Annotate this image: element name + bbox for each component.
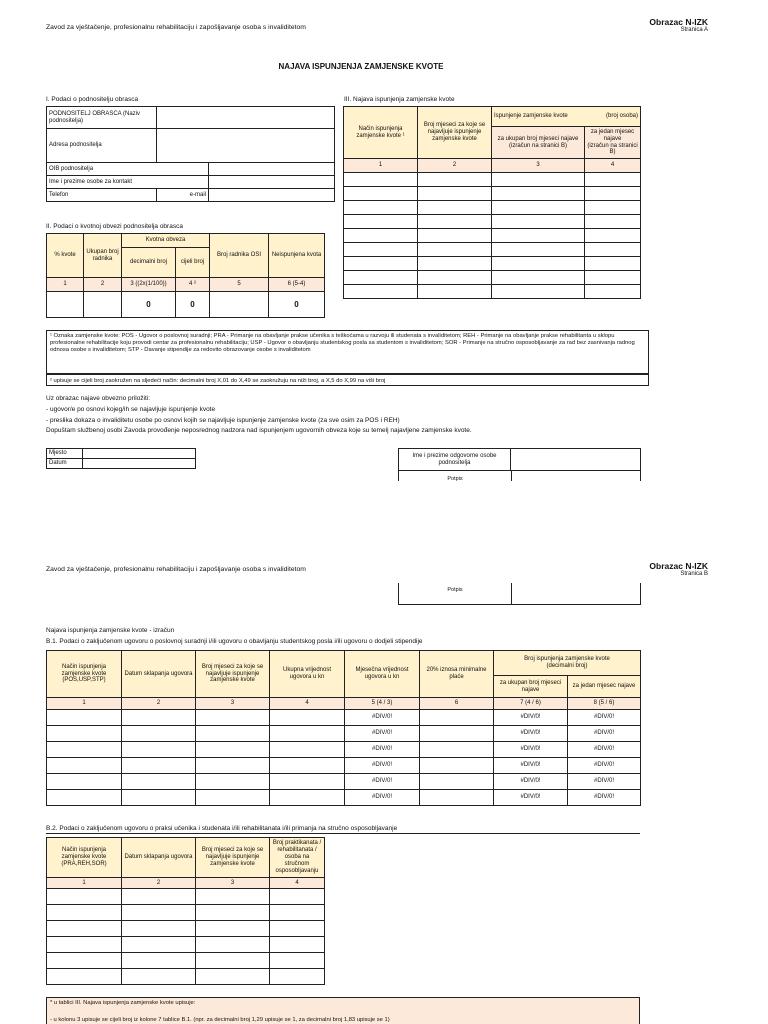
b1-title: B.1. Podaci o zaključenom ugovoru o poslovnoj suradnji i/ili ugovoru o obavljanju studentskog posla i/ili ugovoru o dodjeli stipendije <box>46 638 423 645</box>
b1-n5: 5 (4 / 3) <box>345 698 420 710</box>
err-cell: #DIV/0! <box>568 790 641 806</box>
row-cell[interactable] <box>418 271 492 285</box>
b2-n3: 3 <box>196 878 270 889</box>
osi-field[interactable] <box>210 292 269 318</box>
n3: 3 ((2x(1/100)) <box>122 278 176 292</box>
cell[interactable] <box>47 937 122 953</box>
row-cell[interactable] <box>418 173 492 187</box>
cell[interactable] <box>196 710 270 726</box>
b1-h5: Mjesečna vrijednost ugovora u kn <box>345 651 420 698</box>
cell[interactable] <box>47 953 122 969</box>
form-code: Obrazac N-IZK <box>649 17 708 27</box>
row-cell[interactable] <box>492 215 585 229</box>
table-row <box>47 710 641 726</box>
err-cell: #DIV/0! <box>494 758 568 774</box>
err-cell: #DIV/0! <box>494 774 568 790</box>
cell[interactable] <box>196 790 270 806</box>
phone-label: Telefon <box>47 189 157 202</box>
h-osi: Broj radnika OSI <box>210 234 269 278</box>
contact-label: Ime i prezime osobe za kontakt <box>47 176 209 189</box>
h-decimal: decimalni broj <box>122 248 176 278</box>
footnote-2: - u kolonu 3 upisuje se cijeli broj iz kolone 7 tablice B.1. (npr. za decimalni broj 1,29 upisuje se 1, za decimalni broj 1,83 upisuje se 1) <box>50 1017 390 1024</box>
b2-h2: Datum sklapanja ugovora <box>122 838 196 878</box>
b1-n3: 3 <box>196 698 270 710</box>
b1-n8: 8 (5 / 6) <box>568 698 641 710</box>
err-cell: #DIV/0! <box>345 710 420 726</box>
cell[interactable] <box>122 742 196 758</box>
attachments-title: Uz obrazac najave obvezno priložiti: <box>46 395 151 402</box>
cell[interactable] <box>196 889 270 905</box>
cell[interactable] <box>270 790 345 806</box>
cell[interactable] <box>196 758 270 774</box>
integer-value: 0 <box>176 292 210 318</box>
signature-field-b[interactable] <box>510 583 641 605</box>
row-cell[interactable] <box>492 173 585 187</box>
row-cell[interactable] <box>418 285 492 299</box>
b1-n4: 4 <box>270 698 345 710</box>
footnote-box <box>46 997 640 1024</box>
cell[interactable] <box>420 742 494 758</box>
b2-h4: Broj praktikanata / rehabilitanata / osoba na stručnom osposobljavanju <box>270 838 325 878</box>
row-cell[interactable] <box>585 271 641 285</box>
institution-name-b: Zavod za vještačenje, profesionalnu rehabilitaciju i zapošljavanje osoba s invaliditetom <box>46 566 306 573</box>
quota-table <box>46 233 325 318</box>
cell[interactable] <box>47 969 122 985</box>
cell[interactable] <box>270 889 325 905</box>
err-cell: #DIV/0! <box>494 742 568 758</box>
attachment-2: - preslika dokaza o invaliditetu osobe po osnovi kojih se najavljuje ispunjenje zamjenske kvote (za sve osim za POS i REH) <box>46 417 400 424</box>
cell[interactable] <box>122 710 196 726</box>
responsible-field[interactable] <box>511 449 641 471</box>
table-row <box>47 742 641 758</box>
place-field[interactable] <box>83 449 196 459</box>
b1-n2: 2 <box>122 698 196 710</box>
cell[interactable] <box>47 710 122 726</box>
signature-box-b <box>398 583 512 605</box>
cell[interactable] <box>122 937 196 953</box>
cell[interactable] <box>270 953 325 969</box>
table-row <box>47 889 325 905</box>
row-cell[interactable] <box>585 215 641 229</box>
cell[interactable] <box>47 905 122 921</box>
institution-name: Zavod za vještačenje, profesionalnu rehabilitaciju i zapošljavanje osoba s invaliditetom <box>46 24 306 31</box>
h-unfilled: Neispunjena kvota <box>269 234 325 278</box>
b2-h1: Način ispunjenja zamjenske kvote (PRA,REH,SOR) <box>47 838 122 878</box>
err-cell: #DIV/0! <box>345 742 420 758</box>
b1-h2: Datum sklapanja ugovora <box>122 651 196 698</box>
h-quota: Kvotna obveza <box>122 234 210 248</box>
row-cell[interactable] <box>418 229 492 243</box>
signature-label-b: Potpis <box>447 587 463 593</box>
submitter-table <box>46 106 335 202</box>
oib-field[interactable] <box>209 163 335 176</box>
footnote-1: * u tablici III. Najava ispunjenja zamjenske kvote upisuje: <box>50 1000 196 1006</box>
b2-rule <box>46 833 640 834</box>
cell[interactable] <box>420 710 494 726</box>
fulfillment-table <box>343 106 641 299</box>
err-cell: #DIV/0! <box>345 726 420 742</box>
cell[interactable] <box>196 774 270 790</box>
signature-label: Potpis <box>447 476 463 481</box>
cell[interactable] <box>122 774 196 790</box>
cell[interactable] <box>196 726 270 742</box>
n6: 6 (5-4) <box>269 278 325 292</box>
n1: 1 <box>344 159 418 173</box>
cell[interactable] <box>122 889 196 905</box>
row-cell[interactable] <box>418 243 492 257</box>
n5: 5 <box>210 278 269 292</box>
b1-h3: Broj mjeseci za koje se najavljuje ispunjenje zamjenske kvote <box>196 651 270 698</box>
cell[interactable] <box>122 726 196 742</box>
section-3-title: III. Najava ispunjenja zamjenske kvote <box>344 96 455 103</box>
row-cell[interactable] <box>492 271 585 285</box>
row-cell[interactable] <box>344 243 418 257</box>
form-header <box>649 17 708 33</box>
submitter-label: PODNOSITELJ OBRASCA (Naziv podnositelja) <box>47 107 157 129</box>
responsible-table <box>398 448 641 471</box>
inspection-consent: Dopuštam službenoj osobi Zavoda provođenje neposrednog nadzora nad ispunjenjem ugovornih obveza koje su temelj najavljene zamjenske kvote. <box>46 427 472 434</box>
b1-table <box>46 650 641 806</box>
b2-n1: 1 <box>47 878 122 889</box>
err-cell: #DIV/0! <box>568 726 641 742</box>
b1-n7: 7 (4 / 6) <box>494 698 568 710</box>
cell[interactable] <box>122 905 196 921</box>
table-row <box>47 953 325 969</box>
cell[interactable] <box>270 905 325 921</box>
err-cell: #DIV/0! <box>345 774 420 790</box>
h-total-months: za ukupan broj mjeseci najave (izračun na stranici B) <box>492 127 585 159</box>
cell[interactable] <box>122 921 196 937</box>
row-cell[interactable] <box>418 187 492 201</box>
row-cell[interactable] <box>585 257 641 271</box>
row-cell[interactable] <box>492 201 585 215</box>
cell[interactable] <box>270 921 325 937</box>
h-one-month: za jedan mjesec najave (izračun na stranici B) <box>585 127 641 159</box>
b2-h3: Broj mjeseci za koje se najavljuje ispunjenje zamjenske kvote <box>196 838 270 878</box>
cell[interactable] <box>47 742 122 758</box>
b2-n4: 4 <box>270 878 325 889</box>
cell[interactable] <box>122 969 196 985</box>
cell[interactable] <box>47 726 122 742</box>
b1-h1: Način ispunjenja zamjenske kvote (POS,USP,STP) <box>47 651 122 698</box>
b1-h7c: za ukupan broj mjeseci najave <box>494 676 568 698</box>
row-cell[interactable] <box>418 215 492 229</box>
h-integer: cijeli broj <box>176 248 210 278</box>
row-cell[interactable] <box>585 285 641 299</box>
b1-n1: 1 <box>47 698 122 710</box>
row-cell[interactable] <box>585 201 641 215</box>
err-cell: #DIV/0! <box>494 726 568 742</box>
form-header-b <box>649 561 708 577</box>
n4: 4 ² <box>176 278 210 292</box>
h-employees: Ukupan broj radnika <box>84 234 122 278</box>
cell[interactable] <box>270 710 345 726</box>
n3: 3 <box>492 159 585 173</box>
page-title: NAJAVA ISPUNJENJA ZAMJENSKE KVOTE <box>278 62 444 71</box>
cell[interactable] <box>122 790 196 806</box>
cell[interactable] <box>122 953 196 969</box>
row-cell[interactable] <box>418 257 492 271</box>
b1-h8: za jedan mjesec najave <box>568 676 641 698</box>
table-row <box>47 790 641 806</box>
table-row <box>47 969 325 985</box>
page-label-b: Stranica B <box>680 571 708 577</box>
cell[interactable] <box>196 953 270 969</box>
date-field[interactable] <box>83 459 196 469</box>
row-cell[interactable] <box>492 243 585 257</box>
n1: 1 <box>47 278 84 292</box>
section-2-title: II. Podaci o kvotnoj obvezi podnositelja obrasca <box>46 223 183 230</box>
place-date-table <box>46 448 196 469</box>
oib-label: OIB podnositelja <box>47 163 209 176</box>
table-row <box>47 774 641 790</box>
b1-h4: Ukupna vrijednost ugovora u kn <box>270 651 345 698</box>
row-cell[interactable] <box>344 271 418 285</box>
responsible-label: Ime i prezime odgovorne osobe podnositelja <box>399 449 511 471</box>
signature-cell <box>398 471 512 481</box>
employees-field[interactable] <box>84 292 122 318</box>
cell[interactable] <box>270 726 345 742</box>
cell[interactable] <box>420 758 494 774</box>
address-field[interactable] <box>157 129 335 163</box>
h-fulfillment: Ispunjenje zamjenske kvote (broj osoba) <box>492 107 641 127</box>
cell[interactable] <box>196 969 270 985</box>
b2-n2: 2 <box>122 878 196 889</box>
section-1-title: I. Podaci o podnositelju obrasca <box>46 96 139 103</box>
err-cell: #DIV/0! <box>494 710 568 726</box>
err-cell: #DIV/0! <box>345 758 420 774</box>
h-months: Broj mjeseci za koje se najavljuje ispunjenje zamjenske kvote <box>418 107 492 159</box>
cell[interactable] <box>270 774 345 790</box>
date-label: Datum <box>47 459 83 469</box>
n2: 2 <box>418 159 492 173</box>
cell[interactable] <box>420 790 494 806</box>
row-cell[interactable] <box>492 229 585 243</box>
row-cell[interactable] <box>344 187 418 201</box>
table-row <box>47 905 325 921</box>
table-row <box>47 937 325 953</box>
row-cell[interactable] <box>585 173 641 187</box>
cell[interactable] <box>122 758 196 774</box>
row-cell[interactable] <box>585 187 641 201</box>
calc-title: Najava ispunjenja zamjenske kvote - izračun <box>46 627 175 634</box>
row-cell[interactable] <box>492 285 585 299</box>
b1-n6: 6 <box>420 698 494 710</box>
row-cell[interactable] <box>585 243 641 257</box>
email-field[interactable] <box>209 189 335 202</box>
form-code-b: Obrazac N-IZK <box>649 561 708 571</box>
b1-h6: 20% iznosa minimalne plaće <box>420 651 494 698</box>
row-cell[interactable] <box>418 201 492 215</box>
cell[interactable] <box>196 905 270 921</box>
row-cell[interactable] <box>585 229 641 243</box>
decimal-value: 0 <box>122 292 176 318</box>
cell[interactable] <box>47 758 122 774</box>
cell[interactable] <box>270 969 325 985</box>
note-quota-codes: ¹ Oznaka zamjenske kvote: POS - Ugovor o poslovnoj suradnji; PRA - Primanje na obavljanje prakse učenika s teškoćama u razvoju ili studenata s invaliditetom; REH - Primanje na obavljanje prakse rehabilitanta u sklopu profesionalne rehabilitacije koju provodi centar za profesionalnu rehabilitaciju; USP - Ugovor o obavljanju studentskog posla sa studentom s invaliditetom; SOR - Primanje na stručno osposobljavanje za rad bez zasnivanja radnog odnosa osobe s invaliditetom; STP - Davanje stipendije za redovito obrazovanje osobe s invaliditetom <box>46 330 649 374</box>
cell[interactable] <box>270 742 345 758</box>
cell[interactable] <box>196 921 270 937</box>
row-cell[interactable] <box>344 229 418 243</box>
table-row <box>47 758 641 774</box>
b2-title: B.2. Podaci o zaključenom ugovoru o praksi učenika i studenata i/ili rehabilitanata i/ili primanja na stručno osposobljavanje <box>46 825 398 832</box>
table-row <box>47 726 641 742</box>
err-cell: #DIV/0! <box>568 758 641 774</box>
cell[interactable] <box>47 921 122 937</box>
cell[interactable] <box>420 774 494 790</box>
cell[interactable] <box>196 937 270 953</box>
cell[interactable] <box>47 790 122 806</box>
cell[interactable] <box>270 937 325 953</box>
row-cell[interactable] <box>344 201 418 215</box>
row-cell[interactable] <box>344 215 418 229</box>
contact-field[interactable] <box>209 176 335 189</box>
pct-field[interactable] <box>47 292 84 318</box>
b1-h7: Broj ispunjenja zamjenske kvote (decimalni broj) <box>494 651 641 676</box>
table-row <box>47 921 325 937</box>
err-cell: #DIV/0! <box>568 742 641 758</box>
cell[interactable] <box>47 774 122 790</box>
n4: 4 <box>585 159 641 173</box>
b2-table <box>46 837 325 985</box>
err-cell: #DIV/0! <box>568 774 641 790</box>
attachment-1: - ugovor/e po osnovi kojeg/ih se najavljuje ispunjenje kvote <box>46 406 216 413</box>
submitter-field[interactable] <box>157 107 335 129</box>
row-cell[interactable] <box>492 257 585 271</box>
place-label: Mjesto <box>47 449 83 459</box>
cell[interactable] <box>196 742 270 758</box>
page-label: Stranica A <box>680 27 708 33</box>
row-cell[interactable] <box>344 173 418 187</box>
err-cell: #DIV/0! <box>494 790 568 806</box>
h-pct: % kvote <box>47 234 84 278</box>
row-cell[interactable] <box>344 257 418 271</box>
row-cell[interactable] <box>492 187 585 201</box>
err-cell: #DIV/0! <box>568 710 641 726</box>
err-cell: #DIV/0! <box>345 790 420 806</box>
email-label: e-mail <box>157 189 209 202</box>
address-label: Adresa podnositelja <box>47 129 157 163</box>
signature-border <box>640 471 641 481</box>
note-rounding: ² upisuje se cijeli broj zaokružen na sljedeći način: decimalni broj X,01 do X,49 se zaokružuju na niži broj, a X,5 do X,99 na viši broj <box>46 374 649 386</box>
n2: 2 <box>84 278 122 292</box>
unfilled-value: 0 <box>269 292 325 318</box>
cell[interactable] <box>270 758 345 774</box>
cell[interactable] <box>47 889 122 905</box>
cell[interactable] <box>420 726 494 742</box>
row-cell[interactable] <box>344 285 418 299</box>
h-mode: Način ispunjenja zamjenske kvote ¹ <box>344 107 418 159</box>
